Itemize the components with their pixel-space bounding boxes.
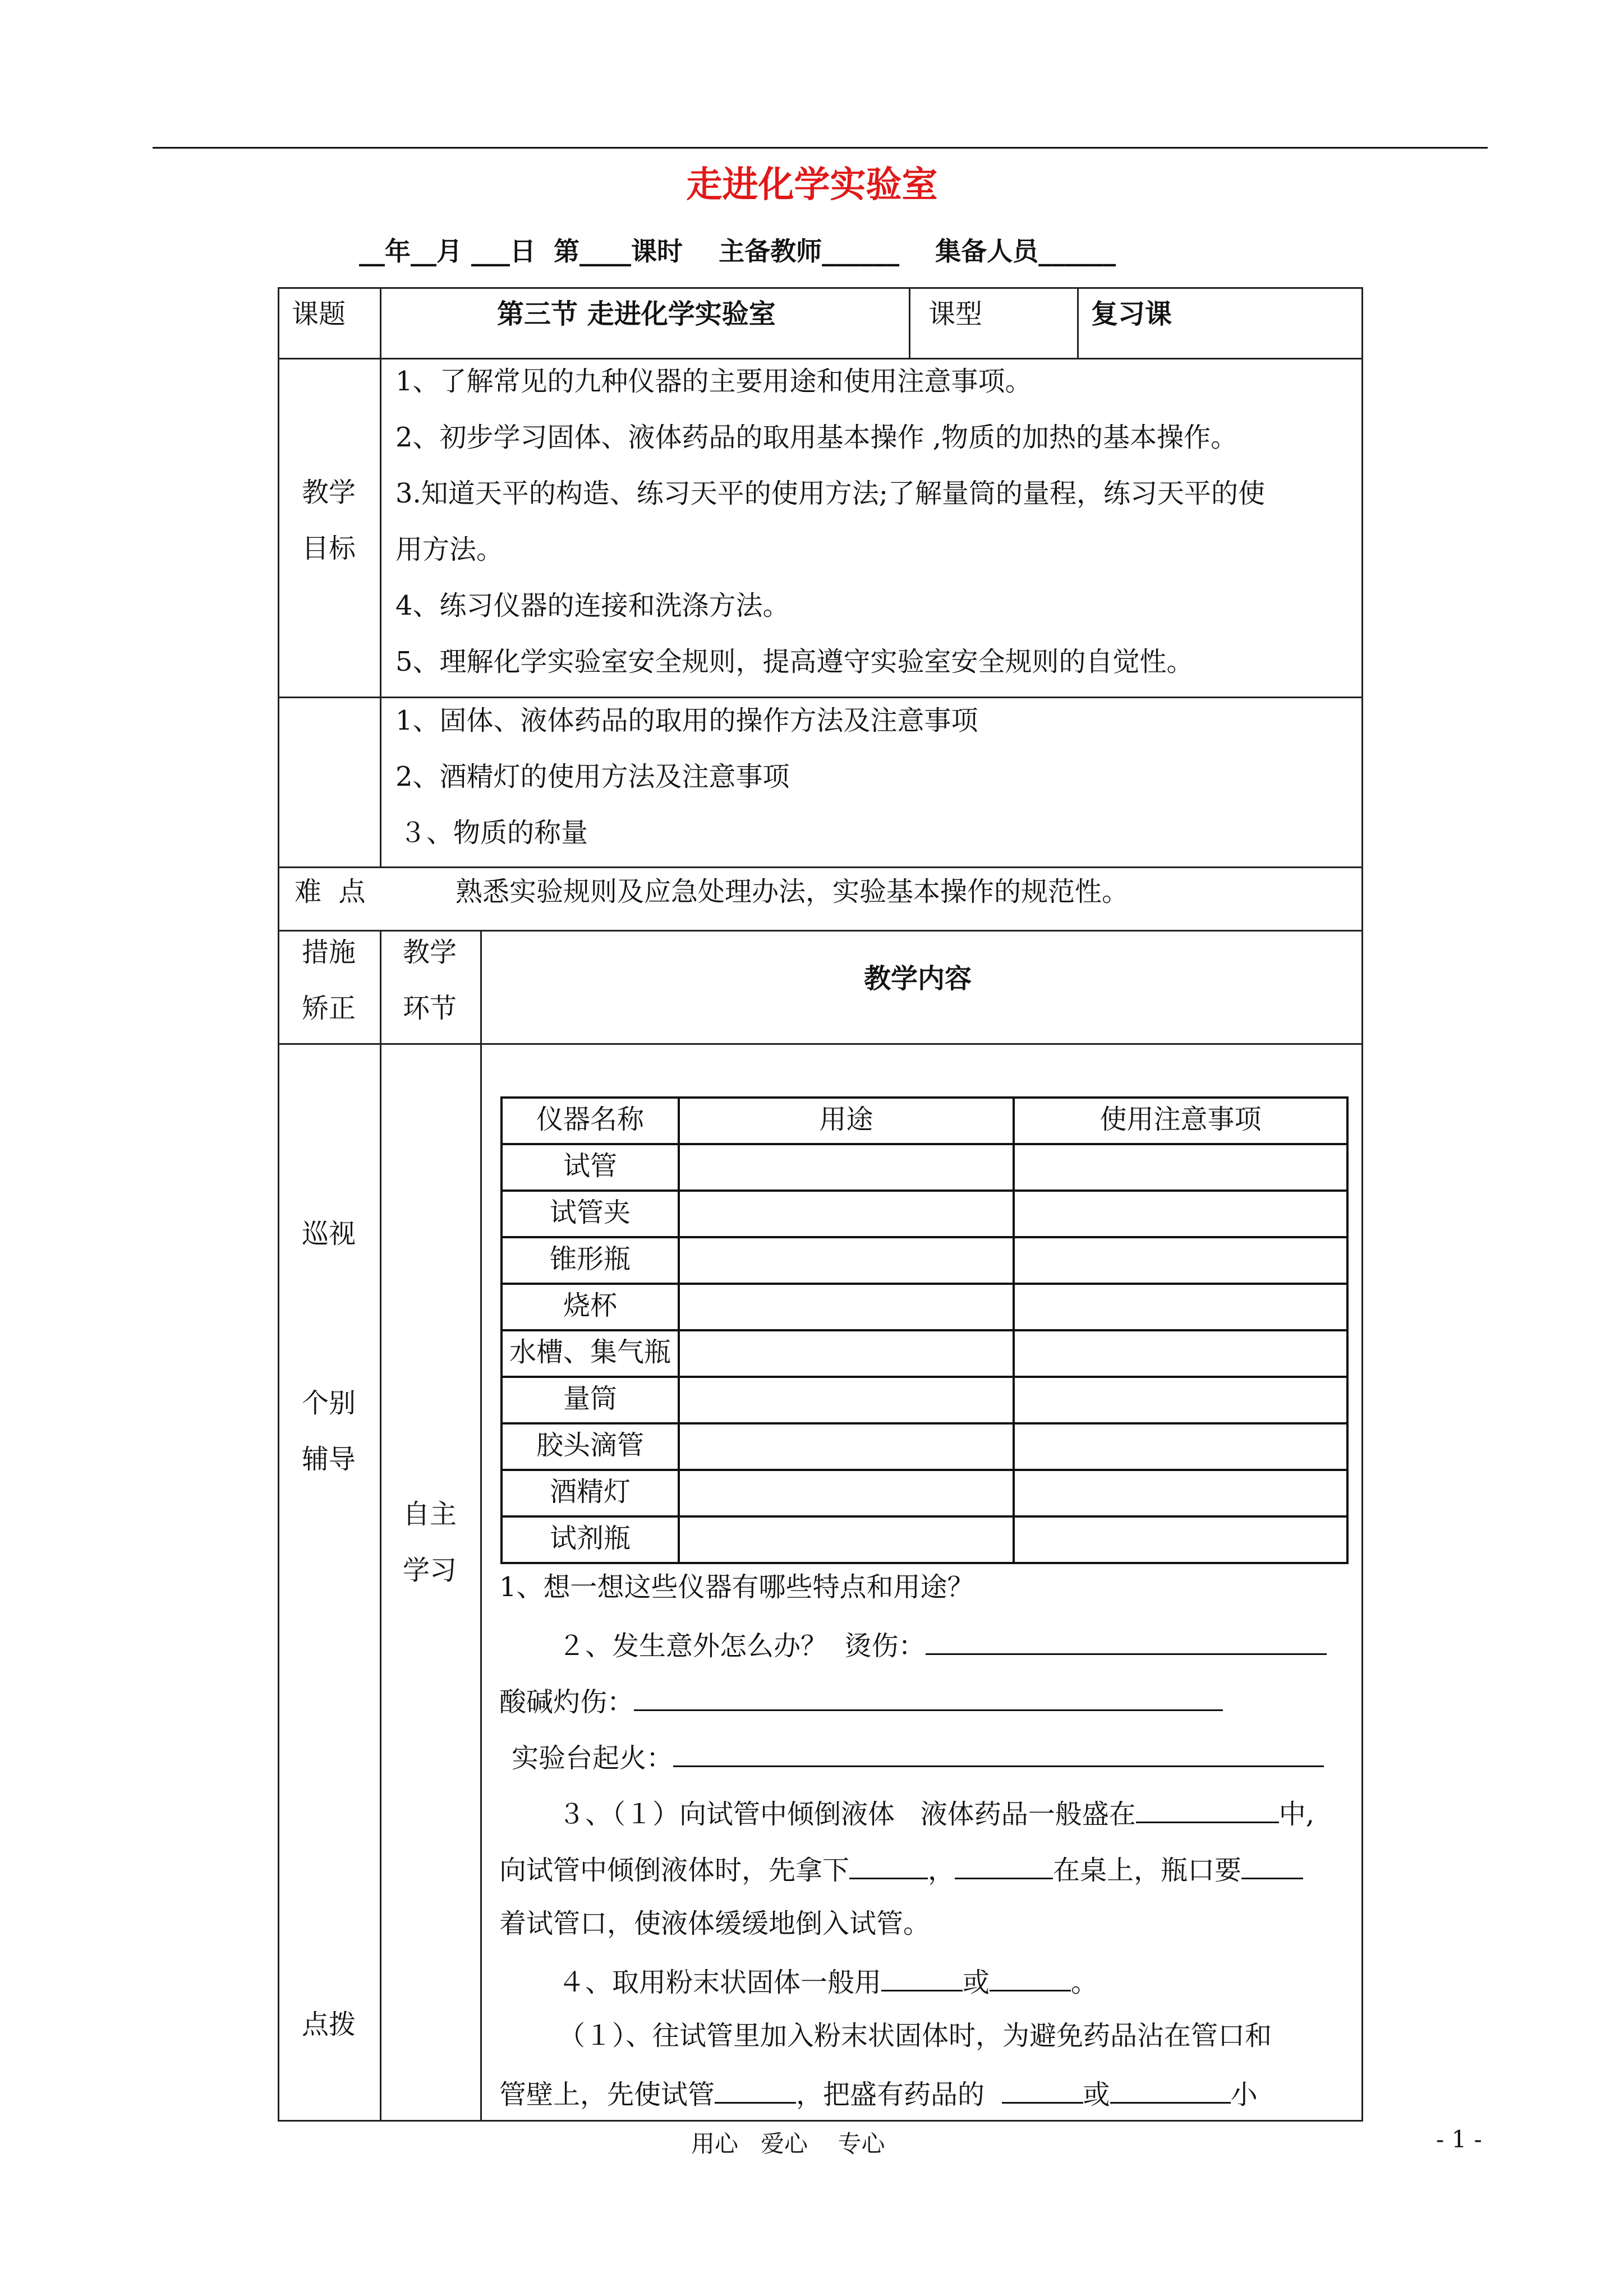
question-3-text: 在桌上，瓶口要 [1053, 1855, 1242, 1886]
table-row: 试剂瓶 [549, 1523, 631, 1554]
topic-label: 课题 [292, 298, 346, 330]
col-sep-measures [380, 930, 381, 2122]
self-study-label-1: 自主 [403, 1499, 457, 1530]
question-3-text: ， [928, 1855, 955, 1886]
question-3-line-1 [558, 1795, 1314, 1831]
col-sep-type-value [1077, 287, 1079, 359]
top-rule [153, 147, 1488, 149]
stage-label-2: 环节 [403, 993, 457, 1024]
table-header-name: 仪器名称 [536, 1104, 644, 1135]
objective-item: 5、理解化学实验室安全规则，提高遵守实验室安全规则的自觉性。 [395, 646, 1194, 677]
row-sep-5 [278, 1043, 1363, 1045]
question-4-1-text: 或 [1083, 2079, 1110, 2110]
table-row: 锥形瓶 [549, 1243, 631, 1275]
question-1: 1、想一想这些仪器有哪些特点和用途？ [499, 1571, 974, 1603]
table-row: 酒精灯 [549, 1476, 631, 1507]
difficulty-label: 难 点 [295, 876, 366, 907]
difficulty-text: 熟悉实验规则及应急处理办法，实验基本操作的规范性。 [456, 876, 1129, 907]
answer-blank[interactable] [634, 1682, 1223, 1711]
lesson-info-line: __年__月 ___日 第____课时 主备教师______ 集备人员______ [359, 236, 1116, 266]
patrol-label: 巡视 [302, 1218, 356, 1250]
measures-label-2: 矫正 [302, 993, 356, 1024]
question-2-acid-text: 酸碱灼伤： [499, 1686, 634, 1718]
row-sep-3 [278, 866, 1363, 868]
question-4-text: 或 [963, 1967, 990, 1998]
table-border-bottom [278, 2120, 1363, 2122]
objective-item: 1、了解常见的九种仪器的主要用途和使用注意事项。 [395, 366, 1032, 397]
question-4-1-text: 小 [1230, 2079, 1258, 2110]
table-border-right [1361, 287, 1363, 2122]
table-row: 试管 [563, 1150, 617, 1182]
answer-blank[interactable] [1136, 1795, 1279, 1823]
answer-blank[interactable] [881, 1963, 963, 1991]
answer-blank[interactable] [1002, 2075, 1083, 2104]
footer-motto: 用心 爱心 专心 [691, 2130, 885, 2157]
row-sep-1 [278, 358, 1363, 359]
objective-item: 用方法。 [395, 534, 504, 565]
col-sep-label [380, 287, 381, 868]
question-4-1-text: ，把盛有药品的 [796, 2079, 1002, 2110]
question-4-1-line-2 [499, 2075, 1258, 2111]
question-2-text: ２、发生意外怎么办？ 烫伤： [558, 1630, 926, 1662]
question-4-text: ４、取用粉末状固体一般用 [558, 1967, 882, 1998]
page-number: - 1 - [1436, 2126, 1482, 2153]
stage-label-1: 教学 [403, 937, 457, 968]
table-row: 量筒 [563, 1383, 617, 1414]
question-3-line-2 [499, 1851, 1303, 1887]
table-border-top [278, 287, 1363, 289]
question-4-1-text: 管壁上，先使试管 [499, 2079, 715, 2110]
page-title: 走进化学实验室 [686, 164, 938, 206]
row-sep-4 [278, 930, 1363, 932]
answer-blank[interactable] [673, 1739, 1324, 1767]
question-2-fire-text: 实验台起火： [512, 1742, 674, 1774]
type-label: 课型 [928, 298, 983, 330]
answer-blank[interactable] [715, 2075, 796, 2104]
table-header-notes: 使用注意事项 [1099, 1104, 1262, 1135]
measures-label-1: 措施 [302, 937, 356, 968]
answer-blank[interactable] [926, 1626, 1327, 1655]
question-3-text: ３、（１）向试管中倾倒液体 液体药品一般盛在 [558, 1799, 1136, 1830]
key-point-item: 1、固体、液体药品的取用的操作方法及注意事项 [395, 705, 978, 736]
table-header-use: 用途 [819, 1104, 873, 1135]
type-value: 复习课 [1091, 298, 1172, 330]
objectives-label-2: 目标 [302, 533, 356, 564]
table-row: 烧杯 [563, 1290, 617, 1321]
self-study-label-2: 学习 [403, 1555, 457, 1586]
answer-blank[interactable] [1110, 2075, 1231, 2104]
guide-label-2: 辅导 [302, 1444, 356, 1475]
question-3-text: 向试管中倾倒液体时，先拿下 [499, 1855, 850, 1886]
question-2-fire [512, 1739, 1324, 1775]
key-point-item: ３、物质的称量 [399, 817, 588, 849]
question-3-line-3: 着试管口，使液体缓缓地倒入试管。 [499, 1908, 931, 1939]
content-label: 教学内容 [864, 963, 972, 994]
question-4-text: 。 [1071, 1967, 1098, 1998]
objectives-label-1: 教学 [302, 477, 356, 508]
row-sep-2 [278, 697, 1363, 698]
question-4 [558, 1963, 1098, 1999]
answer-blank[interactable] [849, 1851, 928, 1879]
objective-item: 4、练习仪器的连接和洗涤方法。 [395, 590, 790, 621]
question-2-acid [499, 1682, 1223, 1719]
table-row: 胶头滴管 [536, 1430, 644, 1461]
guide-label-1: 个别 [302, 1387, 356, 1419]
answer-blank[interactable] [990, 1963, 1071, 1991]
answer-blank[interactable] [1241, 1851, 1303, 1879]
question-2 [558, 1626, 1327, 1663]
topic-value: 第三节 走进化学实验室 [497, 298, 776, 330]
question-3-text: 中, [1278, 1799, 1315, 1830]
objective-item: 2、初步学习固体、液体药品的取用基本操作 ,物质的加热的基本操作。 [395, 422, 1238, 453]
col-sep-stage [480, 930, 482, 2122]
point-label: 点拨 [302, 2009, 356, 2040]
answer-blank[interactable] [955, 1851, 1053, 1879]
table-row: 水槽、集气瓶 [509, 1336, 671, 1368]
objective-item: 3.知道天平的构造、练习天平的使用方法;了解量筒的量程，练习天平的使 [395, 478, 1265, 509]
table-border-left [278, 287, 279, 2122]
key-point-item: 2、酒精灯的使用方法及注意事项 [395, 761, 790, 792]
question-4-1-line-1: （１）、往试管里加入粉末状固体时，为避免药品沾在管口和 [558, 2020, 1272, 2051]
col-sep-type-label [909, 287, 910, 359]
table-row: 试管夹 [549, 1197, 631, 1228]
